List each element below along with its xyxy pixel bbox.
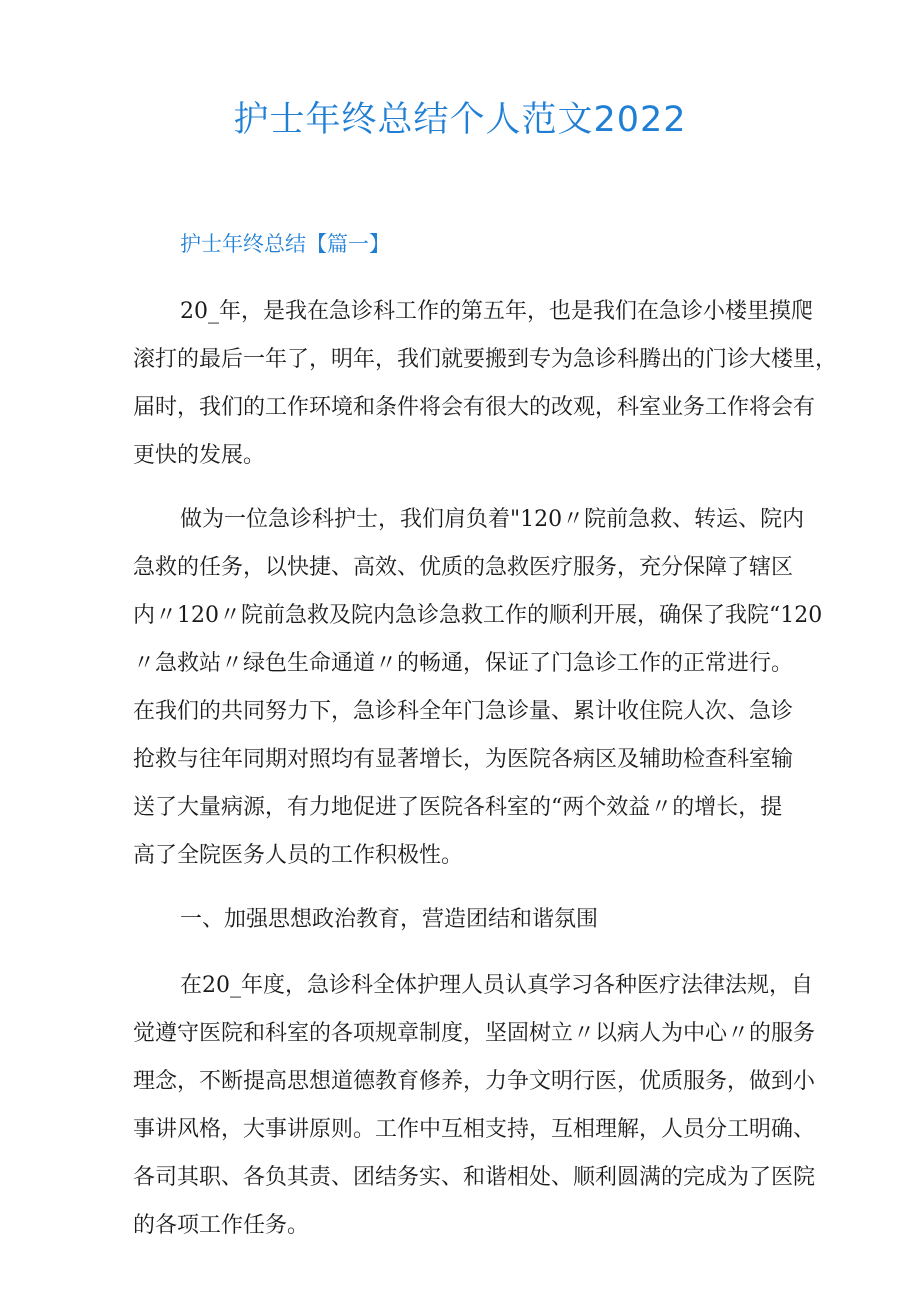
paragraph-line: 20_年，是我在急诊科工作的第五年，也是我们在急诊小楼里摸爬	[180, 299, 813, 324]
subheading-line: 一、加强思想政治教育，营造团结和谐氛围	[180, 907, 599, 932]
paragraph-line: 更快的发展。	[133, 443, 266, 468]
paragraph-line: 抢救与往年同期对照均有显著增长，为医院各病区及辅助检查科室输	[133, 747, 794, 772]
paragraph-line: 急救的任务，以快捷、高效、优质的急救医疗服务，充分保障了辖区	[133, 555, 794, 580]
paragraph-line: 理念，不断提高思想道德教育修养，力争文明行医，优质服务，做到小	[133, 1069, 816, 1094]
paragraph-line: 觉遵守医院和科室的各项规章制度，坚固树立〃以病人为中心〃的服务	[133, 1021, 816, 1046]
paragraph-line: 高了全院医务人员的工作积极性。	[133, 843, 464, 868]
paragraph-line: 事讲风格，大事讲原则。工作中互相支持，互相理解，人员分工明确、	[133, 1117, 816, 1142]
paragraph-line: 的各项工作任务。	[133, 1213, 310, 1238]
paragraph-line: 届时，我们的工作环境和条件将会有很大的改观，科室业务工作将会有	[133, 395, 816, 420]
paragraph-line: 在20_年度，急诊科全体护理人员认真学习各种医疗法律法规，自	[180, 973, 813, 998]
paragraph-line: 送了大量病源，有力地促进了医院各科室的“两个效益〃的增长，提	[133, 795, 783, 820]
paragraph-line: 各司其职、各负其责、团结务实、和谐相处、顺利圆满的完成为了医院	[133, 1165, 816, 1190]
paragraph-line: 〃急救站〃绿色生命通道〃的畅通，保证了门急诊工作的正常进行。	[133, 651, 794, 676]
paragraph-line: 滚打的最后一年了，明年，我们就要搬到专为急诊科腾出的门诊大楼里，	[133, 347, 838, 372]
paragraph-line: 做为一位急诊科护士，我们肩负着"120〃院前急救、转运、院内	[180, 507, 805, 532]
paragraph-2	[133, 496, 823, 880]
paragraph-1	[133, 288, 838, 480]
paragraph-line: 内〃120〃院前急救及院内急诊急救工作的顺利开展，确保了我院“120	[133, 603, 823, 628]
subheading-1	[133, 896, 813, 944]
paragraph-3	[133, 962, 816, 1250]
section-heading: 护士年终总结【篇一】	[180, 232, 390, 256]
paragraph-line: 在我们的共同努力下，急诊科全年门急诊量、累计收住院人次、急诊	[133, 699, 794, 724]
document-title: 护士年终总结个人范文2022	[233, 100, 687, 140]
